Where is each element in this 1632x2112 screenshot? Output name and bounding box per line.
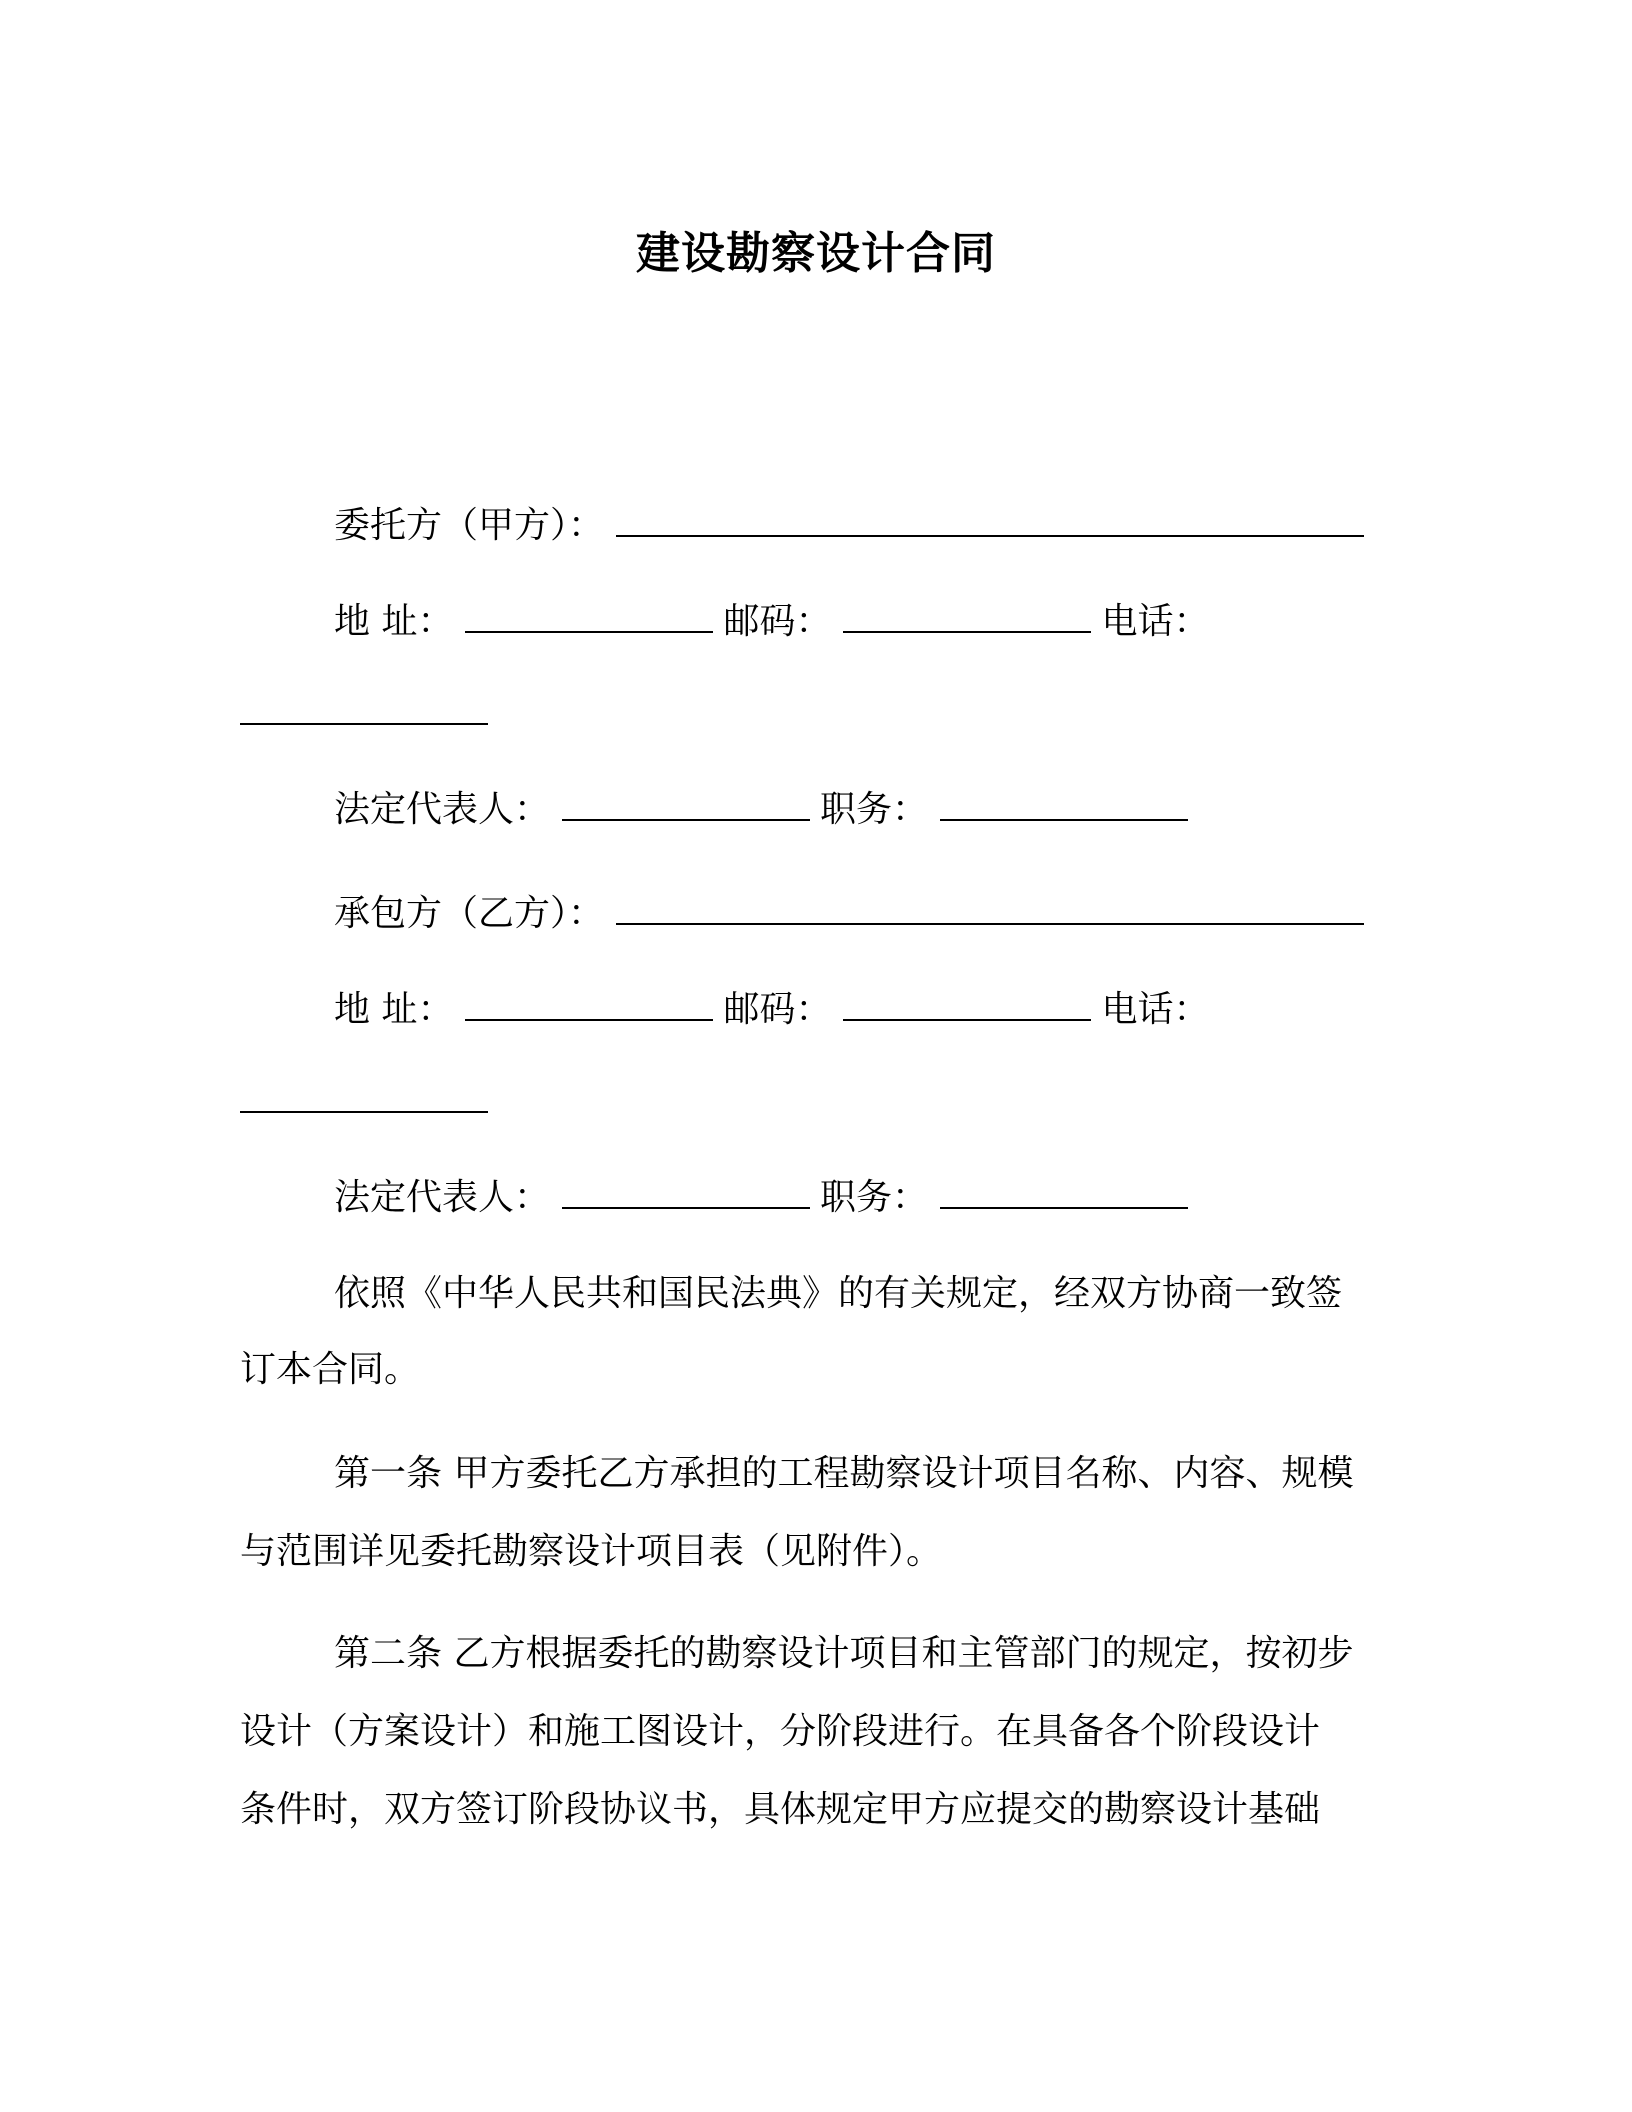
party-b-postcode-blank (843, 987, 1091, 1021)
party-a-rep-blank (562, 787, 810, 821)
party-a-phone-blank (240, 691, 488, 725)
party-a-position-label: 职务： (820, 789, 929, 830)
party-a-rep-line (334, 786, 1188, 834)
party-a-line (334, 502, 1364, 550)
party-b-phone-blank (240, 1079, 488, 1113)
party-b-position-blank (940, 1175, 1188, 1209)
party-a-phone-label: 电话： (1101, 601, 1210, 642)
party-a-phone-line (240, 690, 488, 738)
party-b-address-label: 地 址： (334, 989, 454, 1030)
party-a-rep-label: 法定代表人： (334, 789, 551, 830)
party-a-contact-line (334, 598, 1209, 646)
party-b-name-blank (616, 891, 1364, 925)
article-2-line-2: 设计（方案设计）和施工图设计，分阶段进行。在具备各个阶段设计 (240, 1711, 1321, 1752)
party-a-postcode-blank (843, 599, 1091, 633)
party-b-postcode-label: 邮码： (723, 989, 832, 1030)
party-a-position-blank (940, 787, 1188, 821)
party-a-address-blank (465, 599, 713, 633)
article-1-line-1: 第一条 甲方委托乙方承担的工程勘察设计项目名称、内容、规模 (334, 1453, 1354, 1494)
article-2-line-3: 条件时，双方签订阶段协议书，具体规定甲方应提交的勘察设计基础 (240, 1789, 1321, 1830)
party-b-line (334, 890, 1364, 938)
party-b-rep-label: 法定代表人： (334, 1177, 551, 1218)
article-1-line-2: 与范围详见委托勘察设计项目表（见附件）。 (240, 1531, 943, 1572)
party-a-postcode-label: 邮码： (723, 601, 832, 642)
party-b-rep-blank (562, 1175, 810, 1209)
party-b-contact-line (334, 986, 1209, 1034)
preamble-line-1: 依照《中华人民共和国民法典》的有关规定，经双方协商一致签 (334, 1273, 1343, 1314)
party-a-label: 委托方（甲方）： (334, 505, 605, 546)
party-b-position-label: 职务： (820, 1177, 929, 1218)
party-a-name-blank (616, 503, 1364, 537)
party-a-address-label: 地 址： (334, 601, 454, 642)
party-b-phone-label: 电话： (1101, 989, 1210, 1030)
party-b-address-blank (465, 987, 713, 1021)
party-b-rep-line (334, 1174, 1188, 1222)
document-title: 建设勘察设计合同 (636, 228, 996, 279)
party-b-label: 承包方（乙方）： (334, 893, 605, 934)
preamble-line-2: 订本合同。 (240, 1349, 421, 1390)
party-b-phone-line (240, 1078, 488, 1126)
article-2-line-1: 第二条 乙方根据委托的勘察设计项目和主管部门的规定，按初步 (334, 1633, 1354, 1674)
